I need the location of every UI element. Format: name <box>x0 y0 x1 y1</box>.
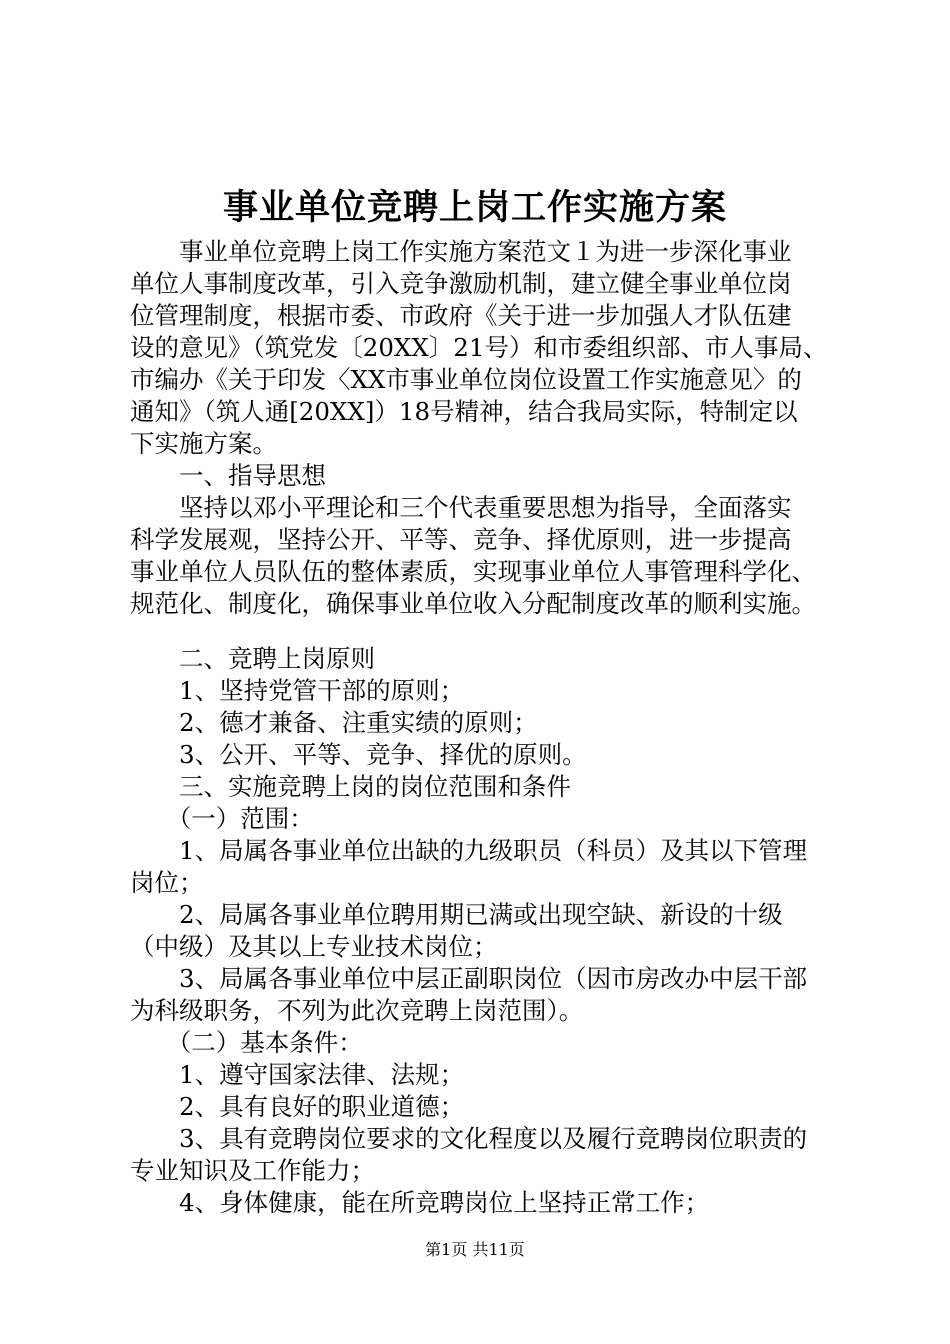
body-line: 科学发展观，坚持公开、平等、竞争、择优原则，进一步提高 <box>130 525 792 554</box>
section-heading-2: 二、竞聘上岗原则 <box>130 644 375 673</box>
section-heading-3: 三、实施竞聘上岗的岗位范围和条件 <box>130 772 571 801</box>
subsection-heading: （二）基本条件： <box>130 1028 363 1057</box>
body-line: 市编办《关于印发〈XX市事业单位岗位设置工作实施意见〉的 <box>130 365 802 394</box>
list-item: 3、局属各事业单位中层正副职岗位（因市房改办中层干部 <box>130 964 808 993</box>
list-item: 3、公开、平等、竞争、择优的原则。 <box>130 740 587 769</box>
subsection-heading: （一）范围： <box>130 804 314 833</box>
body-line: 规范化、制度化，确保事业单位收入分配制度改革的顺利实施。 <box>130 589 816 618</box>
page-number-footer: 第1页 共11页 <box>425 1240 525 1259</box>
list-item: 4、身体健康，能在所竞聘岗位上坚持正常工作； <box>130 1188 710 1217</box>
body-line: 专业知识及工作能力； <box>130 1156 375 1185</box>
list-item: 2、局属各事业单位聘用期已满或出现空缺、新设的十级 <box>130 900 783 929</box>
body-line: 坚持以邓小平理论和三个代表重要思想为指导，全面落实 <box>130 493 792 522</box>
body-line: 位管理制度，根据市委、市政府《关于进一步加强人才队伍建 <box>130 301 792 330</box>
body-line: 设的意见》（筑党发〔20XX〕21号）和市委组织部、市人事局、 <box>130 333 828 362</box>
list-item: 1、坚持党管干部的原则； <box>130 676 465 705</box>
list-item: 2、德才兼备、注重实绩的原则； <box>130 708 538 737</box>
body-line: 事业单位竞聘上岗工作实施方案范文１为进一步深化事业 <box>130 237 792 266</box>
document-title: 事业单位竞聘上岗工作实施方案 <box>222 187 727 228</box>
body-line: （中级）及其以上专业技术岗位； <box>130 932 498 961</box>
list-item: 1、遵守国家法律、法规； <box>130 1060 465 1089</box>
list-item: 3、具有竞聘岗位要求的文化程度以及履行竞聘岗位职责的 <box>130 1124 808 1153</box>
body-line: 事业单位人员队伍的整体素质，实现事业单位人事管理科学化、 <box>130 557 816 586</box>
list-item: 2、具有良好的职业道德； <box>130 1092 465 1121</box>
body-line: 下实施方案。 <box>130 429 277 458</box>
list-item: 1、局属各事业单位出缺的九级职员（科员）及其以下管理 <box>130 836 808 865</box>
section-heading-1: 一、指导思想 <box>130 461 326 490</box>
body-line: 单位人事制度改革，引入竞争激励机制，建立健全事业单位岗 <box>130 269 792 298</box>
body-line: 通知》（筑人通[20XX]）18号精神，结合我局实际，特制定以 <box>130 397 798 426</box>
body-line: 岗位； <box>130 868 204 897</box>
body-line: 为科级职务，不列为此次竞聘上岗范围）。 <box>130 996 584 1025</box>
